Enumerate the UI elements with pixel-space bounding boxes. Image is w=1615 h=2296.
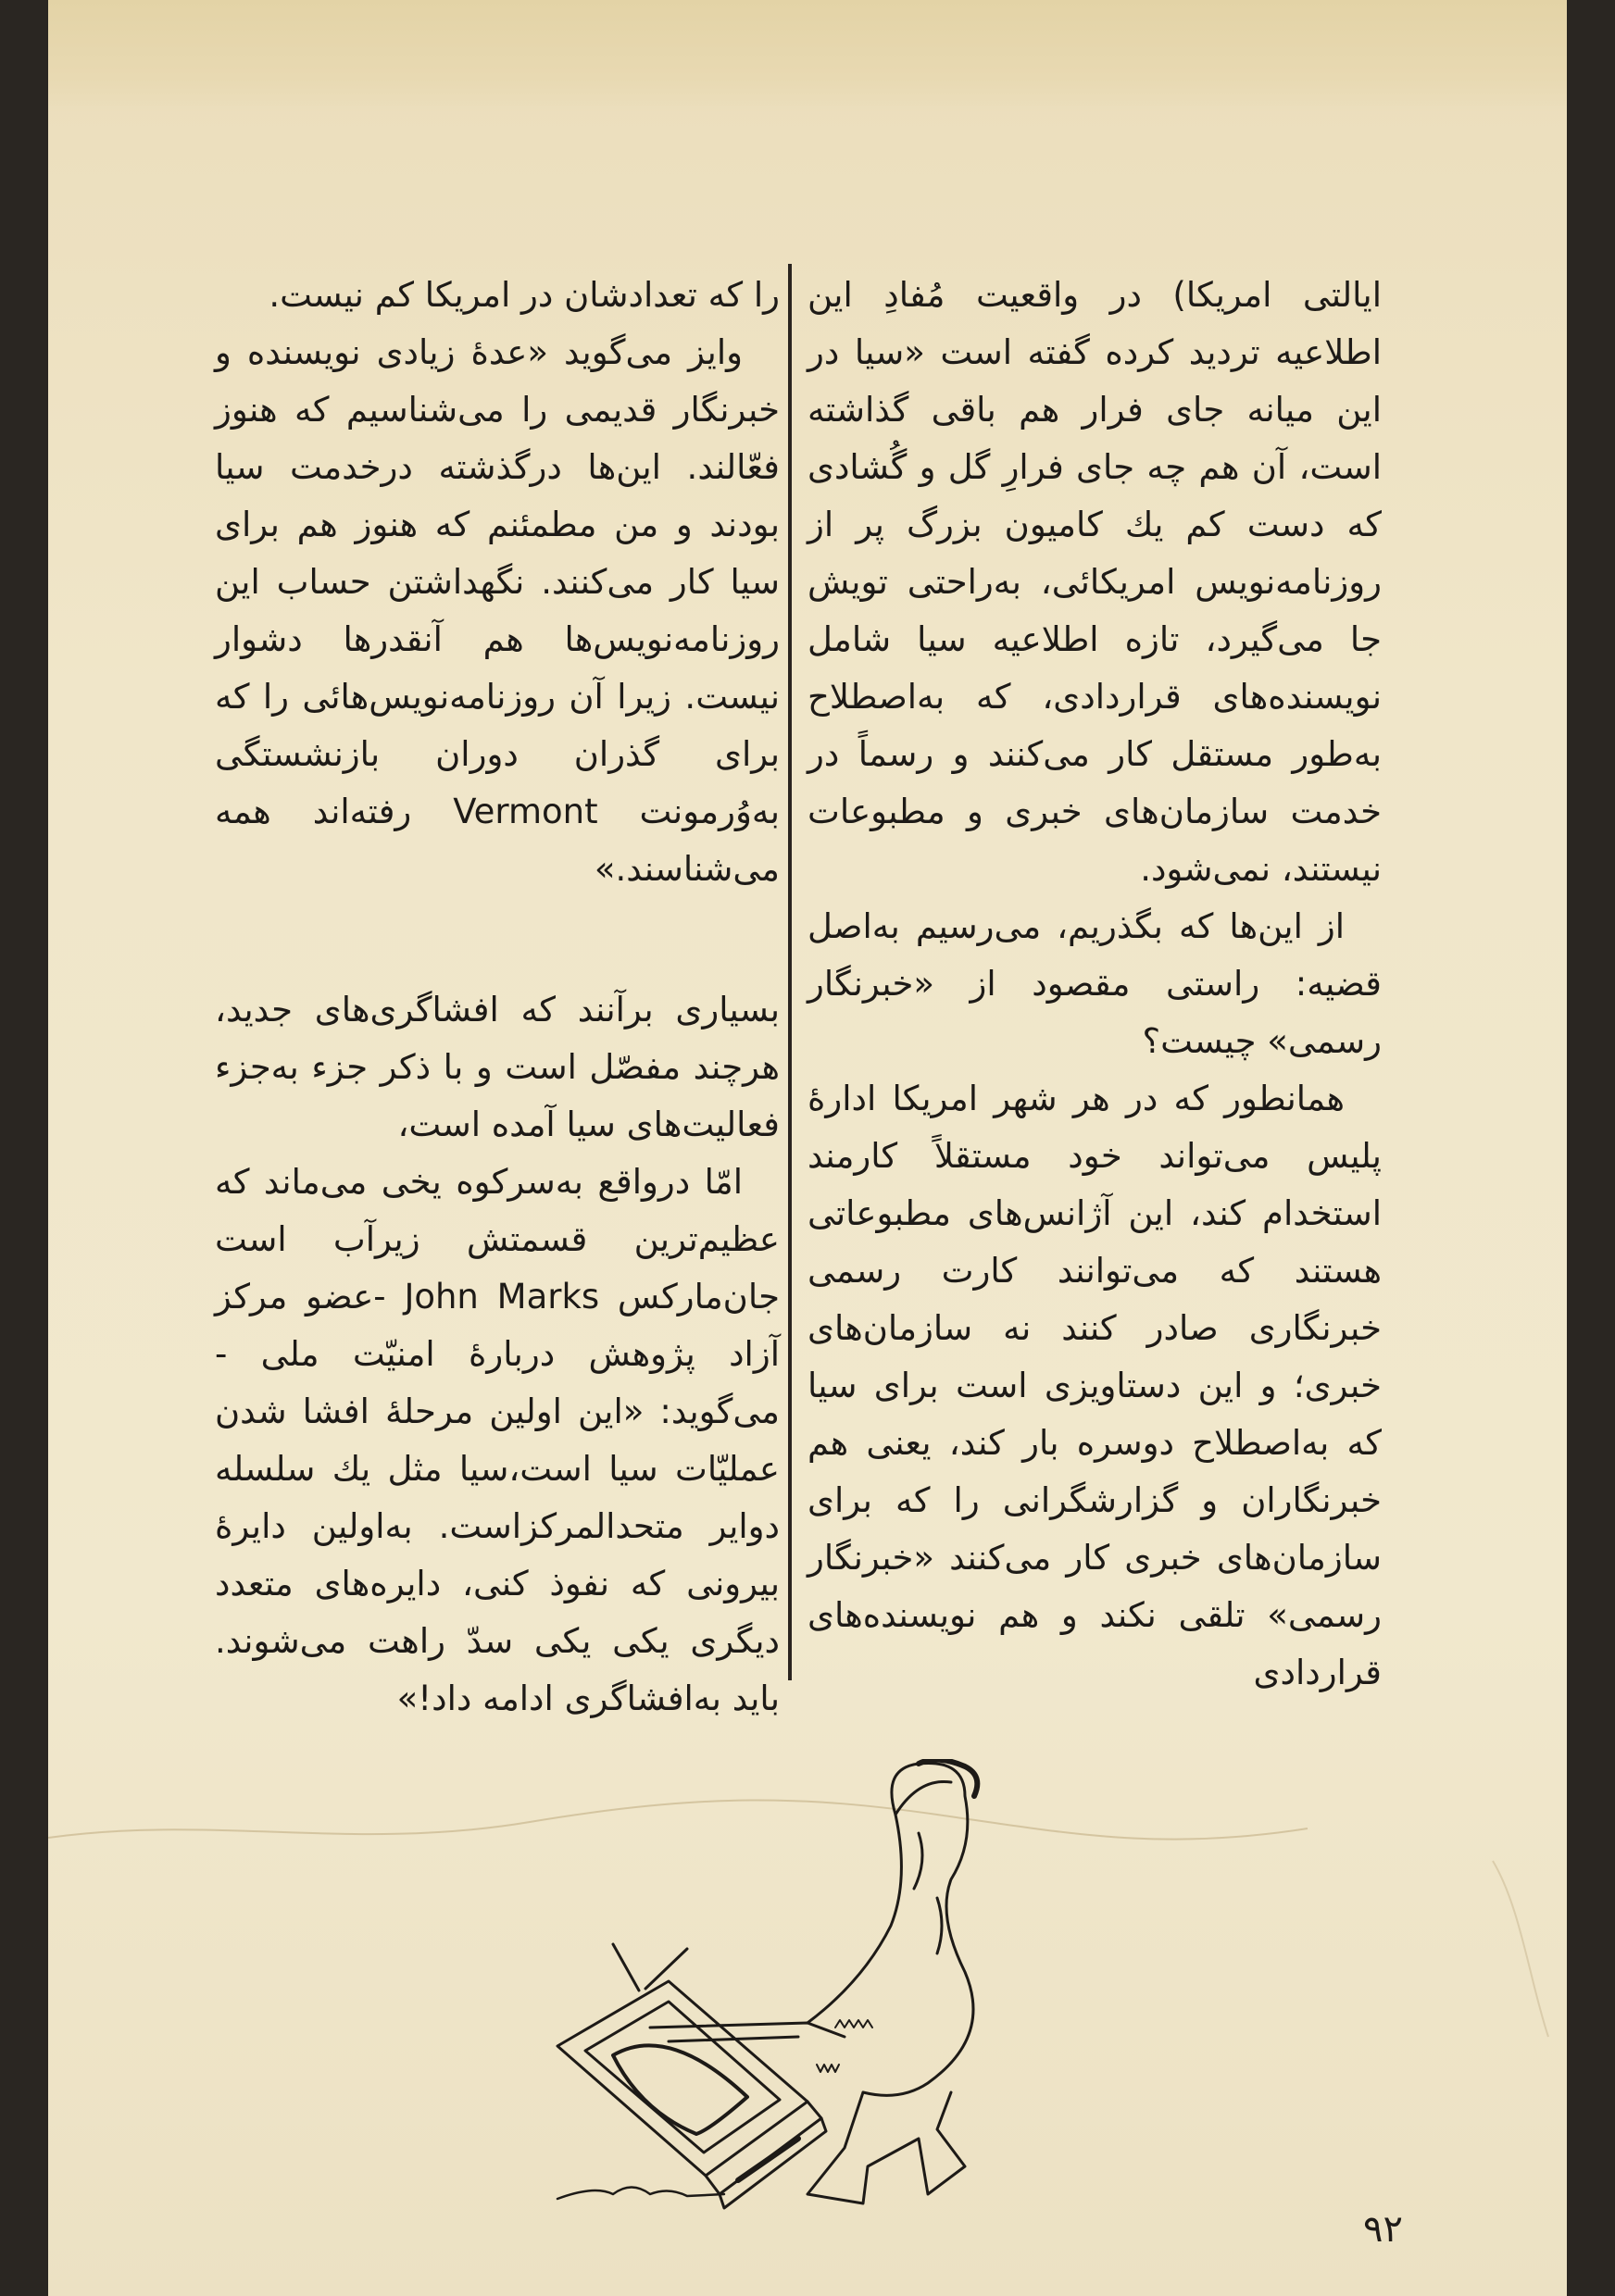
paragraph: بسیاری برآنند که افشاگری‌های جدید، هرچند مفصّل است و با ذکر جزء به‌جزء فعالیت‌های سیا آمده است، xyxy=(215,990,780,1144)
column-divider xyxy=(788,264,792,1680)
paragraph: را که تعدادشان در امریکا کم نیست. xyxy=(269,275,780,315)
paragraph: ایالتی امریکا) در واقعیت مُفادِ این اطلاعیه تردید کرده گفته است «سیا در این میانه جای فرار هم باقی گذاشته است، آن هم چه جای فرارِ گل و گُشادی که دست کم یك کامیون بزرگ پر از روزنامه‌نویس امریکائی، به‌راحتی تویش جا می‌گیرد، تازه اطلاعیه سیا شامل نویسنده‌های قراردادی، که به‌اصطلاح به‌طور مستقل کار می‌کنند و رسماً در خدمت سازمان‌های خبری و مطبوعات نیستند، نمی‌شود. xyxy=(808,275,1382,889)
paragraph: از این‌ها که بگذریم، می‌رسیم به‌اصل قضیه: راستی مقصود از «خبرنگار رسمی» چیست؟ xyxy=(808,906,1382,1061)
left-text-column xyxy=(215,267,780,1728)
paragraph: وایز می‌گوید «عدهٔ زیادی نویسنده و خبرنگار قدیمی را می‌شناسیم که هنوز فعّالند. این‌ها درگذشته درخدمت سیا بودند و من مطمئنم که هنوز هم برای سیا کار می‌کنند. نگهداشتن حساب این روزنامه‌نویس‌ها هم آنقدرها دشوار نیست. زیرا آن روزنامه‌نویس‌هائی را که برای گذران دوران بازنشستگی به‌وُرمونت Vermont رفته‌اند همه می‌شناسند.» xyxy=(215,332,780,889)
paragraph: امّا درواقع به‌سرکوه یخی می‌ماند که عظیم‌ترین قسمتش زیرآب است جان‌مارکس John Marks -عضو مرکز آزاد پژوهش دربارهٔ امنیّت ملی - می‌گوید: «این اولین مرحلهٔ افشا شدن عملیّات سیا است،سیا مثل یك سلسله دوایر متحدالمرکزاست. به‌اولین دایرهٔ بیرونی که نفوذ کنی، دایره‌های متعدد دیگری یکی یکی سدّ راهت می‌شوند. باید به‌افشاگری ادامه داد!» xyxy=(215,1162,781,1718)
right-text-column xyxy=(808,267,1382,1702)
paragraph: همانطور که در هر شهر امریکا ادارهٔ پلیس می‌تواند خود مستقلاً کارمند استخدام کند، این آژانس‌های مطبوعاتی هستند که می‌توانند کارت رسمی خبرنگاری صادر کنند نه سازمان‌های خبری؛ و این دستاویزی است برای سیا که به‌اصطلاح دوسره بار کند، یعنی هم خبرنگاران و گزارشگرانی را که برای سازمان‌های خبری کار می‌کنند «خبرنگار رسمی» تلقی نکند و هم نویسنده‌های قراردادی xyxy=(808,1079,1382,1692)
cartoon-illustration-icon xyxy=(530,1759,1104,2240)
document-page xyxy=(48,0,1567,2296)
section-gap xyxy=(215,898,780,981)
page-number: ۹۲ xyxy=(1363,2208,1403,2251)
